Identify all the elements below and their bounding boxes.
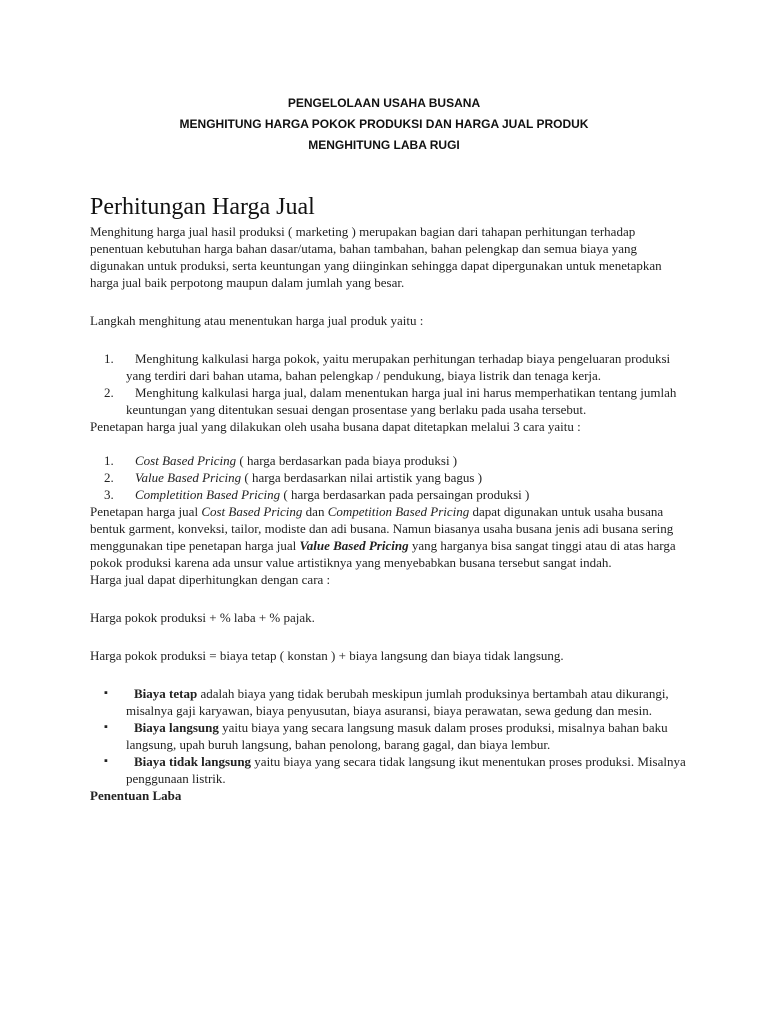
header-line-3: MENGHITUNG LABA RUGI [308,138,460,152]
document-body [90,192,690,804]
cost-desc: yaitu biaya yang secara langsung masuk dalam proses produksi, misalnya bahan baku langsung, upah buruh langsung, bahan penolong, barang gagal, dan biaya lembur. [126,720,668,752]
bullet-marker: ▪ [104,687,108,699]
term-competition-based: Competition Based Pricing [327,504,470,519]
header-line-1: PENGELOLAAN USAHA BUSANA [287,96,481,110]
list-item [90,486,690,503]
term-cost-based: Cost Based Pricing [201,504,303,519]
list-marker: 1. [104,453,114,468]
cost-types-list [90,685,690,787]
formula-cost-price: Harga pokok produksi = biaya tetap ( konstan ) + biaya langsung dan biaya tidak langsung. [90,648,564,663]
calc-intro: Harga jual dapat diperhitungkan dengan cara : [90,572,331,587]
list-marker: 2. [104,470,114,485]
method-desc: ( harga berdasarkan pada persaingan produksi ) [280,487,530,502]
list-marker: 2. [104,385,114,400]
list-item [90,685,690,719]
section-title: Perhitungan Harga Jual [90,194,315,220]
list-item [90,469,690,486]
method-term: Value Based Pricing [135,470,242,485]
subheading-penentuan-laba: Penentuan Laba [90,788,182,803]
list-item [90,350,690,384]
term-value-based: Value Based Pricing [299,538,409,553]
pricing-paragraph: Penetapan harga jual Cost Based Pricing dan Competition Based Pricing dapat digunakan untuk usaha busana bentuk garment, konveksi, tailor, modiste dan adi busana. Namun biasanya usaha busana jenis adi busana sering menggunakan tipe penetapan harga jual Value Based Pricing yang harganya bisa sangat tinggi atau di atas harga pokok produksi karena ada unsur value artistiknya yang menyebabkan busana tersebut sangat indah. [90,504,676,570]
list-item-text: Menghitung kalkulasi harga pokok, yaitu merupakan perhitungan terhadap biaya pengeluaran produksi yang terdiri dari bahan utama, bahan pelengkap / pendukung, biaya listrik dan tenaga kerja. [126,351,671,383]
document-header [0,93,768,156]
cost-term: Biaya langsung [134,720,219,735]
bullet-marker: ▪ [104,755,108,767]
cost-term: Biaya tetap [134,686,198,701]
method-term: Cost Based Pricing [135,453,237,468]
steps-list [90,350,690,418]
list-item [90,719,690,753]
list-item [90,753,690,787]
cost-term: Biaya tidak langsung [134,754,252,769]
steps-intro: Langkah menghitung atau menentukan harga jual produk yaitu : [90,313,424,328]
list-item [90,452,690,469]
pricing-methods-list [90,452,690,503]
list-item-text: Menghitung kalkulasi harga jual, dalam menentukan harga jual ini harus memperhatikan tentang jumlah keuntungan yang ditentukan sesuai dengan prosentase yang berlaku pada usaha tersebut. [126,385,677,417]
method-desc: ( harga berdasarkan pada biaya produksi ) [236,453,458,468]
method-term: Completition Based Pricing [135,487,281,502]
ways-intro: Penetapan harga jual yang dilakukan oleh usaha busana dapat ditetapkan melalui 3 cara yaitu : [90,419,581,434]
intro-paragraph: Menghitung harga jual hasil produksi ( marketing ) merupakan bagian dari tahapan perhitungan terhadap penentuan kebutuhan harga bahan dasar/utama, bahan tambahan, bahan pelengkap dan semua biaya yang digunakan untuk produksi, serta keuntungan yang diinginkan sehingga dapat dipergunakan untuk menetapkan harga jual baik perpotong maupun dalam jumlah yang besar. [90,224,662,290]
header-line-2: MENGHITUNG HARGA POKOK PRODUKSI DAN HARGA JUAL PRODUK [179,117,589,131]
cost-desc: adalah biaya yang tidak berubah meskipun jumlah produksinya bertambah atau dikurangi, misalnya gaji karyawan, biaya penyusutan, biaya asuransi, biaya perawatan, sewa gedung dan mesin. [126,686,669,718]
method-desc: ( harga berdasarkan nilai artistik yang bagus ) [241,470,483,485]
list-marker: 3. [104,487,114,502]
cost-desc: yaitu biaya yang secara tidak langsung ikut menentukan proses produksi. Misalnya penggunaan listrik. [126,754,686,786]
bullet-marker: ▪ [104,721,108,733]
formula-selling-price: Harga pokok produksi + % laba + % pajak. [90,610,315,625]
list-marker: 1. [104,351,114,366]
list-item [90,384,690,418]
